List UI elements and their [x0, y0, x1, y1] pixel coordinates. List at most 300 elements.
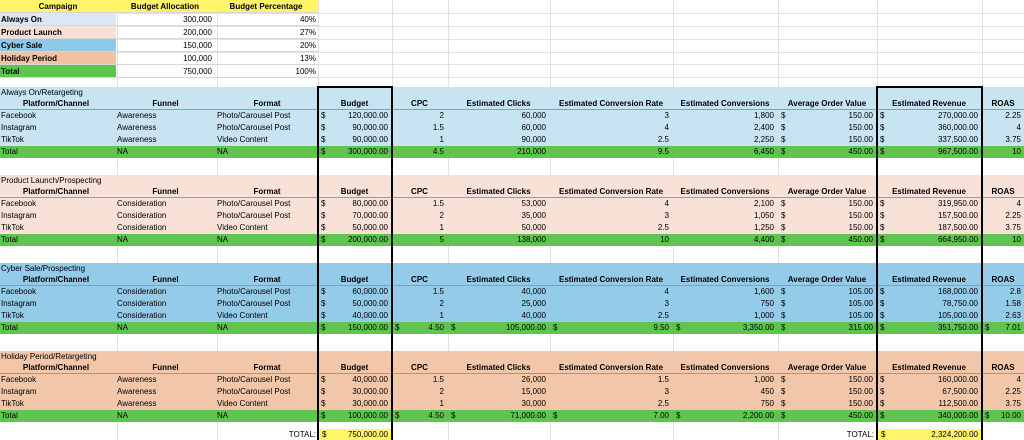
cell-conv[interactable]: 450	[760, 387, 774, 396]
cell-value: 30,000.00	[352, 399, 388, 408]
cell-value: 100,000.00	[347, 411, 388, 420]
cell-value: 90,000.00	[352, 123, 388, 132]
cell-conv[interactable]: 2,250	[753, 135, 774, 144]
cell-clicks[interactable]: 30,000	[521, 399, 546, 408]
cell-budget[interactable]	[318, 146, 391, 158]
cell-value: 187,500.00	[937, 223, 978, 232]
cell-value: 150,000.00	[347, 323, 388, 332]
cell-conv[interactable]: 6,450	[753, 147, 774, 156]
summary-campaign-cell[interactable]: Product Launch	[0, 26, 116, 38]
cell-format[interactable]: NA	[217, 235, 229, 244]
cell-clicks[interactable]: 60,000	[521, 123, 546, 132]
currency-symbol: $	[781, 311, 786, 320]
cell-cpc[interactable]: 1	[439, 135, 444, 144]
column-header-rate[interactable]: Estimated Conversion Rate	[558, 187, 664, 196]
cell-budget[interactable]	[318, 386, 391, 398]
cell-cpc[interactable]: 2	[439, 111, 444, 120]
column-header-plat[interactable]: Platform/Channel	[22, 99, 90, 108]
cell-format[interactable]: Photo/Carousel Post	[217, 299, 291, 308]
cell-plat[interactable]: Instagram	[1, 387, 37, 396]
cell-roas[interactable]: 3.75	[1005, 399, 1021, 408]
cell-funnel[interactable]: Consideration	[117, 211, 167, 220]
summary-row	[0, 39, 318, 52]
cell-plat[interactable]: Facebook	[1, 287, 37, 296]
cell-aov[interactable]	[778, 386, 876, 398]
cell-cpc[interactable]: 1.5	[432, 123, 444, 132]
total-row	[0, 234, 1024, 246]
cell-budget[interactable]	[318, 134, 391, 146]
summary-header-percentage[interactable]: Budget Percentage	[229, 2, 303, 11]
column-header-budget[interactable]: Budget	[340, 275, 369, 284]
cell-value: 967,500.00	[937, 147, 978, 156]
summary-percentage-cell[interactable]: 27%	[299, 28, 316, 37]
cell-value: 157,500.00	[937, 211, 978, 220]
cell-roas[interactable]: 3.75	[1005, 135, 1021, 144]
cell-rev[interactable]	[877, 298, 981, 310]
column-header-budget[interactable]: Budget	[340, 99, 369, 108]
section-title[interactable]: Cyber Sale/Prospecting	[1, 264, 86, 273]
column-header-funnel[interactable]: Funnel	[152, 363, 179, 372]
currency-symbol: $	[880, 235, 885, 244]
cell-value: 10.00	[1000, 411, 1021, 420]
cell-cpc[interactable]	[392, 322, 447, 334]
cell-value: 340,000.00	[937, 411, 978, 420]
summary-allocation-cell[interactable]: 200,000	[183, 28, 212, 37]
currency-symbol: $	[781, 375, 786, 384]
column-header-aov[interactable]: Average Order Value	[787, 99, 867, 108]
cell-clicks[interactable]: 15,000	[521, 387, 546, 396]
cell-clicks[interactable]: 26,000	[521, 375, 546, 384]
cell-rate[interactable]: 10	[660, 235, 669, 244]
cell-rate[interactable]: 4	[664, 199, 669, 208]
cell-roas[interactable]: 2.25	[1005, 211, 1021, 220]
cell-aov[interactable]	[778, 146, 876, 158]
grand-total-budget-cell[interactable]	[319, 429, 391, 440]
cell-conv[interactable]	[673, 322, 777, 334]
section-title[interactable]: Product Launch/Prospecting	[1, 176, 102, 185]
cell-value: 9.50	[653, 323, 669, 332]
cell-rev[interactable]	[877, 134, 981, 146]
column-header-conv[interactable]: Estimated Conversions	[680, 99, 770, 108]
cell-conv[interactable]	[673, 410, 777, 422]
cell-budget[interactable]	[318, 322, 391, 334]
budget-summary-table	[0, 0, 318, 78]
cell-aov[interactable]	[778, 410, 876, 422]
cell-value: 351,750.00	[937, 323, 978, 332]
cell-format[interactable]: NA	[217, 411, 229, 420]
currency-symbol: $	[676, 411, 681, 420]
column-header-rate[interactable]: Estimated Conversion Rate	[558, 275, 664, 284]
cell-rev[interactable]	[877, 286, 981, 298]
summary-header-campaign[interactable]: Campaign	[38, 2, 78, 11]
cell-rev[interactable]	[877, 146, 981, 158]
cell-plat[interactable]: Total	[1, 235, 18, 244]
cell-budget[interactable]	[318, 210, 391, 222]
column-header-roas[interactable]: ROAS	[991, 275, 1015, 284]
cell-rate[interactable]: 2.5	[657, 223, 669, 232]
column-header-aov[interactable]: Average Order Value	[787, 275, 867, 284]
cell-clicks[interactable]: 25,000	[521, 299, 546, 308]
cell-funnel[interactable]: Awareness	[117, 375, 157, 384]
cell-conv[interactable]: 4,400	[753, 235, 774, 244]
cell-clicks[interactable]	[448, 322, 549, 334]
cell-plat[interactable]: Facebook	[1, 375, 37, 384]
column-header-clicks[interactable]: Estimated Clicks	[466, 99, 531, 108]
column-header-rev[interactable]: Estimated Revenue	[892, 187, 966, 196]
cell-rev[interactable]	[877, 322, 981, 334]
cell-clicks[interactable]: 138,000	[517, 235, 546, 244]
cell-funnel[interactable]: Consideration	[117, 287, 167, 296]
cell-plat[interactable]: TikTok	[1, 135, 24, 144]
cell-format[interactable]: Video Content	[217, 135, 268, 144]
cell-clicks[interactable]	[448, 410, 549, 422]
cell-rate[interactable]: 4	[664, 287, 669, 296]
cell-roas[interactable]: 4	[1016, 123, 1021, 132]
cell-roas[interactable]: 2.25	[1005, 111, 1021, 120]
cell-rev[interactable]	[877, 222, 981, 234]
cell-cpc[interactable]: 1.5	[432, 287, 444, 296]
cell-roas[interactable]: 10	[1012, 147, 1021, 156]
cell-rate[interactable]	[550, 322, 672, 334]
cell-funnel[interactable]: NA	[117, 147, 129, 156]
cell-format[interactable]: Video Content	[217, 223, 268, 232]
cell-aov[interactable]	[778, 374, 876, 386]
grand-total-budget-label: TOTAL:	[288, 430, 316, 439]
cell-roas[interactable]: 1.58	[1005, 299, 1021, 308]
cell-aov[interactable]	[778, 134, 876, 146]
grand-total-revenue-cell[interactable]	[878, 429, 981, 440]
cell-budget[interactable]	[318, 122, 391, 134]
column-header-rev[interactable]: Estimated Revenue	[892, 363, 966, 372]
cell-aov[interactable]	[778, 398, 876, 410]
cell-rate[interactable]: 3	[664, 299, 669, 308]
cell-format[interactable]: Photo/Carousel Post	[217, 111, 291, 120]
cell-rate[interactable]	[550, 410, 672, 422]
summary-percentage-cell[interactable]: 40%	[299, 15, 316, 24]
cell-aov[interactable]	[778, 234, 876, 246]
summary-percentage-cell[interactable]: 100%	[295, 67, 316, 76]
cell-rate[interactable]: 2.5	[657, 135, 669, 144]
cell-clicks[interactable]: 40,000	[521, 287, 546, 296]
cell-rate[interactable]: 2.5	[657, 311, 669, 320]
cell-aov[interactable]	[778, 322, 876, 334]
cell-cpc[interactable]: 4.5	[432, 147, 444, 156]
cell-format[interactable]: NA	[217, 147, 229, 156]
cell-cpc[interactable]: 2	[439, 299, 444, 308]
cell-rev[interactable]	[877, 234, 981, 246]
cell-aov[interactable]	[778, 310, 876, 322]
column-header-format[interactable]: Format	[253, 187, 281, 196]
cell-cpc[interactable]: 2	[439, 387, 444, 396]
column-header-funnel[interactable]: Funnel	[152, 275, 179, 284]
cell-rev[interactable]	[877, 386, 981, 398]
summary-allocation-cell[interactable]: 300,000	[183, 15, 212, 24]
cell-conv[interactable]: 1,000	[753, 375, 774, 384]
cell-format[interactable]: Photo/Carousel Post	[217, 387, 291, 396]
grand-total-revenue-value: 2,324,200.00	[931, 430, 978, 439]
cell-budget[interactable]	[318, 310, 391, 322]
column-header-plat[interactable]: Platform/Channel	[22, 363, 90, 372]
summary-allocation-cell[interactable]: 750,000	[183, 67, 212, 76]
summary-header-row	[0, 0, 318, 13]
column-header-budget[interactable]: Budget	[340, 187, 369, 196]
cell-value: 450.00	[848, 235, 873, 244]
summary-allocation-cell[interactable]: 100,000	[183, 54, 212, 63]
currency-symbol: $	[781, 235, 786, 244]
cell-format[interactable]: Photo/Carousel Post	[217, 199, 291, 208]
cell-roas[interactable]: 4	[1016, 375, 1021, 384]
currency-symbol: $	[880, 387, 885, 396]
cell-rate[interactable]: 3	[664, 211, 669, 220]
cell-budget[interactable]	[318, 374, 391, 386]
summary-percentage-cell[interactable]: 20%	[299, 41, 316, 50]
cell-value: 40,000.00	[352, 375, 388, 384]
column-header-cpc[interactable]: CPC	[411, 187, 428, 196]
column-header-clicks[interactable]: Estimated Clicks	[466, 275, 531, 284]
cell-funnel[interactable]: NA	[117, 411, 129, 420]
cell-budget[interactable]	[318, 410, 391, 422]
column-header-aov[interactable]: Average Order Value	[787, 187, 867, 196]
cell-rev[interactable]	[877, 410, 981, 422]
cell-cpc[interactable]: 1	[439, 399, 444, 408]
cell-conv[interactable]: 750	[760, 299, 774, 308]
cell-conv[interactable]: 1,800	[753, 111, 774, 120]
cell-funnel[interactable]: Awareness	[117, 387, 157, 396]
cell-conv[interactable]: 2,400	[753, 123, 774, 132]
column-header-format[interactable]: Format	[253, 99, 281, 108]
cell-cpc[interactable]: 1	[439, 311, 444, 320]
cell-plat[interactable]: Instagram	[1, 123, 37, 132]
table-row	[0, 386, 1024, 398]
cell-format[interactable]: Photo/Carousel Post	[217, 123, 291, 132]
summary-header-allocation[interactable]: Budget Allocation	[130, 2, 200, 11]
cell-rev[interactable]	[877, 110, 981, 122]
cell-aov[interactable]	[778, 198, 876, 210]
section-title[interactable]: Holiday Period/Retargeting	[1, 352, 97, 361]
column-header-roas[interactable]: ROAS	[991, 363, 1015, 372]
column-header-clicks[interactable]: Estimated Clicks	[466, 187, 531, 196]
column-header-budget[interactable]: Budget	[340, 363, 369, 372]
cell-format[interactable]: Video Content	[217, 399, 268, 408]
column-header-conv[interactable]: Estimated Conversions	[680, 363, 770, 372]
column-header-funnel[interactable]: Funnel	[152, 99, 179, 108]
section-title[interactable]: Always On/Retargeting	[1, 88, 83, 97]
cell-value: 2,200.00	[742, 411, 774, 420]
cell-roas[interactable]	[982, 322, 1024, 334]
currency-symbol: $	[321, 147, 326, 156]
cell-budget[interactable]	[318, 298, 391, 310]
column-header-cpc[interactable]: CPC	[411, 363, 428, 372]
summary-campaign-cell[interactable]: Always On	[0, 13, 116, 25]
total-row	[0, 410, 1024, 422]
cell-funnel[interactable]: Awareness	[117, 399, 157, 408]
cell-value: 337,500.00	[937, 135, 978, 144]
cell-clicks[interactable]: 90,000	[521, 135, 546, 144]
summary-allocation-cell[interactable]: 150,000	[183, 41, 212, 50]
total-row	[0, 322, 1024, 334]
cell-conv[interactable]: 1,000	[753, 311, 774, 320]
cell-cpc[interactable]	[392, 410, 447, 422]
cell-value: 315.00	[848, 323, 873, 332]
cell-budget[interactable]	[318, 222, 391, 234]
cell-value: 80,000.00	[352, 199, 388, 208]
cell-value: 150.00	[848, 199, 873, 208]
cell-value: 300,000.00	[347, 147, 388, 156]
cell-roas[interactable]: 2.8	[1009, 287, 1021, 296]
cell-cpc[interactable]: 5	[439, 235, 444, 244]
cell-value: 105.00	[848, 287, 873, 296]
summary-campaign-cell[interactable]: Cyber Sale	[0, 39, 116, 51]
cell-conv[interactable]: 2,100	[753, 199, 774, 208]
cell-clicks[interactable]: 35,000	[521, 211, 546, 220]
cell-roas[interactable]: 10	[1012, 235, 1021, 244]
cell-funnel[interactable]: Awareness	[117, 123, 157, 132]
cell-funnel[interactable]: Consideration	[117, 299, 167, 308]
cell-rate[interactable]: 4	[664, 123, 669, 132]
currency-symbol: $	[781, 123, 786, 132]
cell-budget[interactable]	[318, 234, 391, 246]
cell-funnel[interactable]: Consideration	[117, 311, 167, 320]
column-header-plat[interactable]: Platform/Channel	[22, 275, 90, 284]
column-header-row	[0, 98, 1024, 110]
cell-aov[interactable]	[778, 110, 876, 122]
summary-percentage-cell[interactable]: 13%	[299, 54, 316, 63]
cell-clicks[interactable]: 60,000	[521, 111, 546, 120]
cell-value: 70,000.00	[352, 211, 388, 220]
cell-rate[interactable]: 3	[664, 387, 669, 396]
cell-clicks[interactable]: 50,000	[521, 223, 546, 232]
table-row	[0, 122, 1024, 134]
currency-symbol: $	[880, 299, 885, 308]
cell-rate[interactable]: 1.5	[657, 375, 669, 384]
column-header-rev[interactable]: Estimated Revenue	[892, 275, 966, 284]
cell-plat[interactable]: Instagram	[1, 299, 37, 308]
cell-value: 4.50	[428, 411, 444, 420]
cell-plat[interactable]: Total	[1, 411, 18, 420]
cell-clicks[interactable]: 53,000	[521, 199, 546, 208]
cell-clicks[interactable]: 210,000	[517, 147, 546, 156]
currency-symbol: $	[880, 223, 885, 232]
cell-rev[interactable]	[877, 398, 981, 410]
cell-funnel[interactable]: Awareness	[117, 111, 157, 120]
column-header-aov[interactable]: Average Order Value	[787, 363, 867, 372]
cell-roas[interactable]: 2.25	[1005, 387, 1021, 396]
campaign-section	[0, 175, 1024, 246]
currency-symbol: $	[781, 299, 786, 308]
cell-value: 150.00	[848, 123, 873, 132]
cell-funnel[interactable]: Awareness	[117, 135, 157, 144]
cell-rate[interactable]: 3	[664, 111, 669, 120]
column-header-format[interactable]: Format	[253, 275, 281, 284]
cell-budget[interactable]	[318, 198, 391, 210]
cell-conv[interactable]: 750	[760, 399, 774, 408]
cell-cpc[interactable]: 1.5	[432, 199, 444, 208]
cell-plat[interactable]: Facebook	[1, 199, 37, 208]
column-header-rev[interactable]: Estimated Revenue	[892, 99, 966, 108]
column-header-clicks[interactable]: Estimated Clicks	[466, 363, 531, 372]
cell-rev[interactable]	[877, 310, 981, 322]
cell-plat[interactable]: Facebook	[1, 111, 37, 120]
cell-value: 160,000.00	[937, 375, 978, 384]
cell-value: 78,750.00	[942, 299, 978, 308]
cell-conv[interactable]: 1,250	[753, 223, 774, 232]
column-header-cpc[interactable]: CPC	[411, 99, 428, 108]
column-header-rate[interactable]: Estimated Conversion Rate	[558, 363, 664, 372]
cell-roas[interactable]	[982, 410, 1024, 422]
cell-aov[interactable]	[778, 298, 876, 310]
column-header-roas[interactable]: ROAS	[991, 187, 1015, 196]
cell-value: 664,950.00	[937, 235, 978, 244]
cell-format[interactable]: NA	[217, 323, 229, 332]
cell-clicks[interactable]: 40,000	[521, 311, 546, 320]
cell-plat[interactable]: TikTok	[1, 399, 24, 408]
cell-roas[interactable]: 2.63	[1005, 311, 1021, 320]
cell-format[interactable]: Video Content	[217, 311, 268, 320]
column-header-plat[interactable]: Platform/Channel	[22, 187, 90, 196]
currency-symbol: $	[781, 399, 786, 408]
cell-plat[interactable]: Total	[1, 323, 18, 332]
cell-rate[interactable]: 9.5	[657, 147, 669, 156]
cell-funnel[interactable]: Consideration	[117, 199, 167, 208]
column-header-funnel[interactable]: Funnel	[152, 187, 179, 196]
cell-aov[interactable]	[778, 122, 876, 134]
cell-conv[interactable]: 1,600	[753, 287, 774, 296]
cell-plat[interactable]: Instagram	[1, 211, 37, 220]
cell-funnel[interactable]: Consideration	[117, 223, 167, 232]
cell-rev[interactable]	[877, 122, 981, 134]
cell-roas[interactable]: 3.75	[1005, 223, 1021, 232]
column-header-conv[interactable]: Estimated Conversions	[680, 187, 770, 196]
cell-format[interactable]: Photo/Carousel Post	[217, 375, 291, 384]
summary-row	[0, 13, 318, 26]
cell-rev[interactable]	[877, 210, 981, 222]
summary-campaign-cell[interactable]: Total	[0, 65, 116, 77]
cell-rev[interactable]	[877, 374, 981, 386]
cell-plat[interactable]: TikTok	[1, 223, 24, 232]
currency-symbol: $	[781, 387, 786, 396]
column-header-conv[interactable]: Estimated Conversions	[680, 275, 770, 284]
cell-budget[interactable]	[318, 110, 391, 122]
cell-value: 60,000.00	[352, 287, 388, 296]
cell-budget[interactable]	[318, 398, 391, 410]
summary-row	[0, 26, 318, 39]
cell-roas[interactable]: 4	[1016, 199, 1021, 208]
cell-aov[interactable]	[778, 222, 876, 234]
cell-funnel[interactable]: NA	[117, 323, 129, 332]
column-header-format[interactable]: Format	[253, 363, 281, 372]
cell-aov[interactable]	[778, 286, 876, 298]
cell-aov[interactable]	[778, 210, 876, 222]
cell-rev[interactable]	[877, 198, 981, 210]
cell-value: 360,000.00	[937, 123, 978, 132]
cell-cpc[interactable]: 1.5	[432, 375, 444, 384]
currency-symbol: $	[321, 311, 326, 320]
cell-cpc[interactable]: 2	[439, 211, 444, 220]
column-header-cpc[interactable]: CPC	[411, 275, 428, 284]
cell-conv[interactable]: 1,050	[753, 211, 774, 220]
cell-format[interactable]: Photo/Carousel Post	[217, 287, 291, 296]
cell-format[interactable]: Photo/Carousel Post	[217, 211, 291, 220]
cell-plat[interactable]: TikTok	[1, 311, 24, 320]
summary-campaign-cell[interactable]: Holiday Period	[0, 52, 116, 64]
cell-cpc[interactable]: 1	[439, 223, 444, 232]
cell-funnel[interactable]: NA	[117, 235, 129, 244]
cell-rate[interactable]: 2.5	[657, 399, 669, 408]
column-header-roas[interactable]: ROAS	[991, 99, 1015, 108]
cell-plat[interactable]: Total	[1, 147, 18, 156]
column-header-rate[interactable]: Estimated Conversion Rate	[558, 99, 664, 108]
cell-budget[interactable]	[318, 286, 391, 298]
